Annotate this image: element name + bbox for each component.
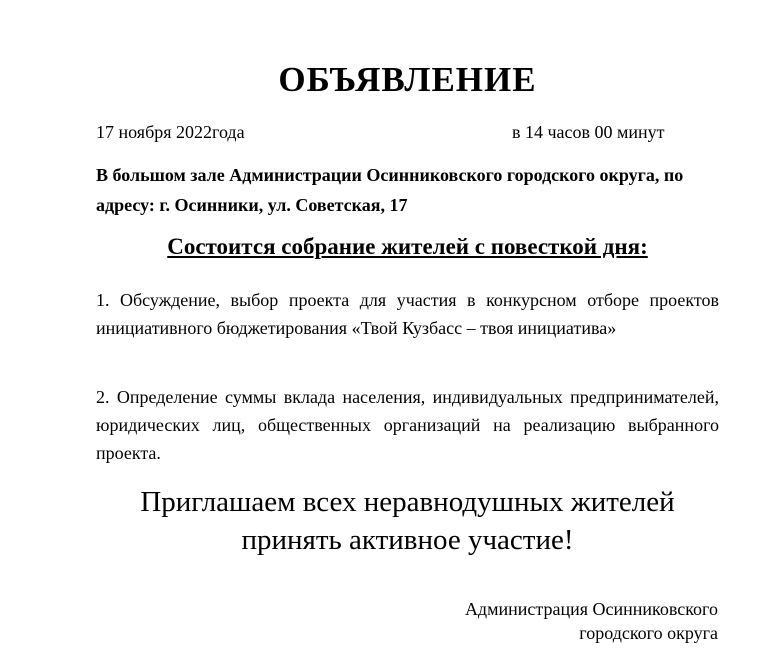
meeting-date: 17 ноября 2022года	[96, 122, 245, 142]
meeting-place: В большом зале Администрации Осинниковского городского округа, по адресу: г. Осинники, ул. Советская, 17	[96, 165, 684, 215]
signature-line: Администрация Осинниковского	[464, 599, 718, 619]
invitation	[0, 483, 763, 559]
signature	[465, 597, 718, 645]
signature-line: городского округа	[579, 623, 718, 643]
invitation-line: принять активное участие!	[241, 524, 574, 556]
meeting-time: в 14 часов 00 минут	[512, 122, 665, 142]
invitation-line: Приглашаем всех неравнодушных жителей	[140, 486, 675, 518]
agenda-item: 2. Определение суммы вклада населения, индивидуальных предпринимателей, юридических лиц, общественных организаций на реализацию выбранного проекта.	[96, 387, 719, 463]
announcement-title: ОБЪЯВЛЕНИЕ	[278, 60, 537, 99]
agenda-heading: Состоится собрание жителей с повесткой дня:	[167, 234, 648, 259]
agenda-item: 1. Обсуждение, выбор проекта для участия в конкурсном отборе проектов инициативного бюджетирования «Твой Кузбасс – твоя инициатива»	[96, 290, 719, 338]
